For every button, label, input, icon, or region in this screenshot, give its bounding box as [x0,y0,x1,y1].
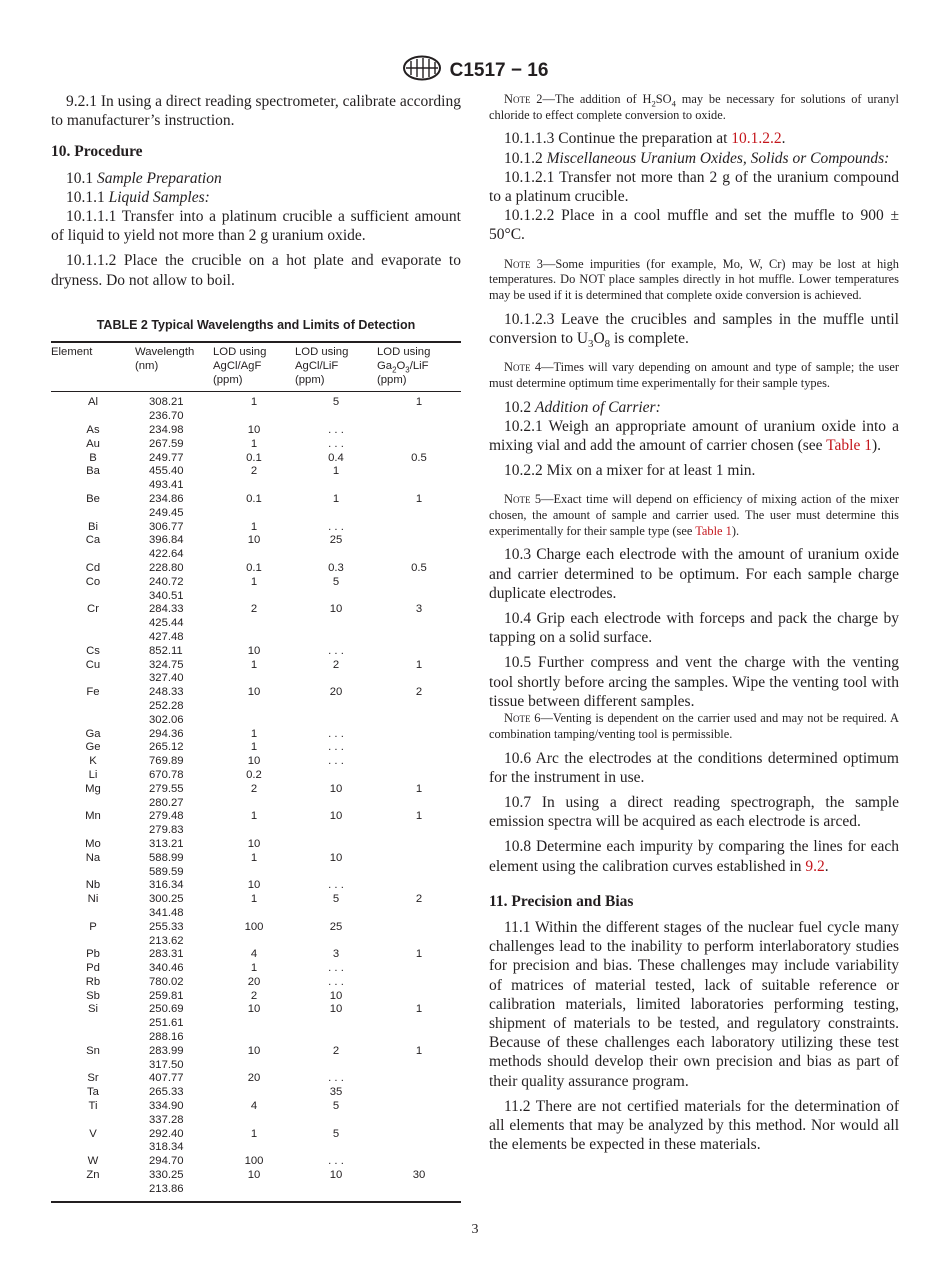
para-10-1: 10.1 Sample Preparation [66,169,222,187]
para-11-2: 11.2 There are not certified materials for the determination of all elements that may be analyzed by this method. Nor would all the elements be expected in these materials. [489,1097,899,1154]
cell-element: Mo [85,837,101,850]
section-11-heading: 11. Precision and Bias [489,892,634,910]
cell-wavelength: 300.25 341.48 [149,893,184,919]
cell-element: Rb [85,975,101,988]
cell-lod-agcl-agf: 1 [250,893,258,906]
table-row [51,1086,461,1100]
cell-element: Pd [86,962,100,975]
cell-lod-agcl-lif: 5 [332,893,340,906]
table-row [51,1128,461,1156]
cell-wavelength: 284.33 425.44 427.48 [149,603,184,643]
cell-lod-agcl-lif: . . . [328,520,344,533]
cell-lod-agcl-lif: 10 [329,603,343,616]
left-column [51,92,461,1203]
cell-wavelength: 249.77 [149,451,184,464]
cell-lod-ga2o3-lif: 1 [415,396,423,409]
table-row [51,1155,461,1169]
table-row [51,1100,461,1128]
cell-lod-agcl-lif: 2 [332,658,340,671]
cell-wavelength: 292.40 318.34 [149,1127,184,1154]
para-10-1-1: 10.1.1 Liquid Samples: [66,188,210,206]
table-title: TABLE 2 Typical Wavelengths and Limits of Detection [96,317,416,332]
cell-wavelength: 240.72 340.51 [149,575,184,602]
cell-element: Ba [86,465,100,478]
cell-lod-agcl-agf: 1 [250,727,258,740]
cell-lod-agcl-lif: . . . [328,879,344,892]
cell-element: P [89,920,97,933]
note-4: Note 4—Times will vary depending on amount and type of sample; the user must determine optimum time experimentally for their sample types. [489,360,899,390]
cell-lod-ga2o3-lif [377,962,461,976]
para-10-2-1: 10.2.1 Weigh an appropriate amount of uranium oxide into a mixing vial and add the amount of carrier chosen (see Table 1). [489,417,899,454]
table-row [51,603,461,644]
cell-lod-ga2o3-lif: 2 [415,893,423,906]
right-column [489,92,899,1154]
table-row [51,562,461,576]
para-10-7: 10.7 In using a direct reading spectrograph, the sample emission spectra will be acquired as each electrode is arced. [489,793,899,831]
cell-wavelength: 330.25 213.86 [135,1169,213,1202]
cell-lod-agcl-agf: 4 [250,948,258,961]
cell-lod-ga2o3-lif [377,852,461,880]
table-row [51,755,461,769]
cell-element: Ga [85,727,101,740]
cell-lod-agcl-agf: 100 [244,920,264,933]
cell-lod-agcl-agf: 10 [213,1169,295,1202]
cell-lod-agcl-agf: 10 [247,1044,261,1057]
cell-element: As [86,424,100,437]
table-row [51,686,461,727]
cell-lod-ga2o3-lif [377,1100,461,1128]
table-row [51,493,461,521]
table-row [51,1045,461,1073]
cell-wavelength: 228.80 [149,561,184,574]
cell-lod-ga2o3-lif: 2 [415,686,423,699]
cell-lod-agcl-lif: 5 [332,1100,340,1113]
cell-wavelength: 588.99 589.59 [149,851,184,878]
cell-lod-agcl-lif [295,769,377,783]
cell-element: Al [87,396,99,409]
cell-lod-ga2o3-lif: 3 [415,603,423,616]
cell-lod-agcl-lif: 10 [329,810,343,823]
cell-element: Li [88,768,98,781]
para-10-5: 10.5 Further compress and vent the charge with the venting tool shortly before arcing the samples. Wipe the venting tool with tissue between different samples. [489,654,899,710]
cell-lod-agcl-lif: . . . [328,755,344,768]
cell-wavelength: 308.21 236.70 [149,396,184,423]
cell-lod-agcl-lif: 3 [332,948,340,961]
cell-lod-agcl-lif: 0.4 [328,451,344,464]
cell-lod-ga2o3-lif: 1 [415,810,423,823]
note-2: Note 2—The addition of $H_2SO_4$ may be necessary for solutions of uranyl chloride to effect complete conversion to oxide. [489,92,899,122]
cell-lod-agcl-lif: . . . [328,741,344,754]
cell-lod-agcl-agf: 10 [247,686,261,699]
cell-wavelength: 248.33 252.28 302.06 [149,686,184,726]
cell-lod-agcl-lif: 5 [332,575,340,588]
cell-wavelength: 780.02 [149,975,184,988]
para-10-8: 10.8 Determine each impurity by comparing the lines for each element using the calibration curves established in 9.2. [489,838,899,875]
cell-element: Co [85,575,101,588]
cell-wavelength: 255.33 213.62 [149,920,184,947]
cell-lod-ga2o3-lif [377,755,461,769]
cell-lod-ga2o3-lif: 30 [377,1169,461,1202]
table-row [51,424,461,438]
cell-wavelength: 670.78 [149,768,184,781]
cell-lod-agcl-lif: 5 [332,1127,340,1140]
cell-lod-ga2o3-lif [377,521,461,535]
cell-element: Ti [88,1100,98,1113]
cell-lod-agcl-agf: 10 [247,1003,261,1016]
cell-wavelength: 294.70 [149,1155,184,1168]
cell-lod-agcl-agf: 1 [250,741,258,754]
cell-lod-ga2o3-lif: 1 [415,1003,423,1016]
cell-lod-agcl-agf: 2 [250,989,258,1002]
cell-wavelength: 313.21 [149,837,184,850]
note-6: Note 6—Venting is dependent on the carrier used and may not be required. A combination tamping/venting tool is permissible. [489,711,899,741]
cell-element: Cu [85,658,101,671]
cell-lod-agcl-lif: 25 [329,534,343,547]
cell-wavelength: 852.11 [149,644,183,657]
cell-lod-agcl-agf: 1 [250,396,258,409]
cell-lod-agcl-agf: 1 [250,658,258,671]
cell-wavelength: 316.34 [149,879,184,892]
table-row [51,838,461,852]
cell-lod-ga2o3-lif [377,1155,461,1169]
cell-lod-agcl-lif: 10 [329,989,343,1002]
cell-lod-agcl-lif: 35 [329,1086,343,1099]
table-row [51,728,461,742]
cell-element: Nb [85,879,101,892]
cell-lod-ga2o3-lif [377,741,461,755]
col-header-wavelength: Wavelength (nm) [135,342,213,392]
cell-lod-agcl-agf: 100 [244,1155,264,1168]
link-table-1-note[interactable]: Table 1 [695,523,732,538]
table-row [51,879,461,893]
cell-wavelength: 340.46 [149,962,184,975]
cell-lod-ga2o3-lif: 0.5 [411,451,427,464]
cell-lod-agcl-agf: 1 [250,851,258,864]
cell-wavelength: 283.31 [149,948,184,961]
note-5: Note 5—Exact time will depend on efficiency of mixing action of the mixer chosen, the amount of sample and carrier used. The user must determine this experimentally for their sample type (see Table 1). [489,492,899,538]
cell-element: Au [86,437,100,450]
cell-lod-ga2o3-lif [377,465,461,493]
cell-element: Ta [87,1086,99,1099]
note-3: Note 3—Some impurities (for example, Mo, W, Cr) may be lost at high temperatures. Do NOT place samples directly in hot muffle. Lower temperatures may be used if it is determined that complete oxide conversion is achieved. [489,256,899,303]
cell-lod-agcl-agf: 20 [247,975,261,988]
cell-lod-agcl-lif: 25 [329,920,343,933]
table-row [51,392,461,424]
cell-wavelength: 234.98 [149,424,184,437]
cell-element: Bi [87,520,99,533]
cell-element: Zn [51,1169,135,1202]
table-row [51,521,461,535]
col-header-element: Element [51,342,135,392]
para-10-4: 10.4 Grip each electrode with forceps and pack the charge by tapping on a solid surface. [489,610,899,647]
cell-lod-agcl-agf: 10 [247,837,261,850]
cell-lod-agcl-lif: 10 [329,851,343,864]
cell-lod-agcl-lif [295,838,377,852]
cell-wavelength: 250.69 251.61 288.16 [149,1003,184,1044]
document-code: C1517 − 16 [449,59,549,81]
cell-wavelength: 396.84 422.64 [149,534,184,561]
cell-lod-ga2o3-lif: 1 [415,658,423,671]
cell-lod-agcl-agf: 2 [250,782,258,795]
cell-lod-agcl-lif: . . . [328,437,344,450]
cell-lod-ga2o3-lif [377,424,461,438]
table-row [51,576,461,604]
table-row [51,1003,461,1044]
cell-wavelength: 294.36 [149,727,184,740]
table-row [51,948,461,962]
cell-element: Fe [86,686,100,699]
cell-element: Ni [87,893,99,906]
cell-element: Si [87,1003,99,1016]
cell-lod-agcl-agf: 1 [250,520,258,533]
cell-lod-agcl-agf: 4 [250,1100,258,1113]
cell-lod-agcl-agf: 1 [250,575,258,588]
table-row [51,962,461,976]
table-row [51,452,461,466]
table-row [51,990,461,1004]
cell-lod-agcl-agf: 10 [247,644,261,657]
para-10-1-2-2: 10.1.2.2 Place in a cool muffle and set the muffle to 900 ± 50°C. [489,207,899,244]
cell-wavelength: 234.86 249.45 [149,493,184,519]
astm-logo-icon [402,55,442,86]
cell-lod-ga2o3-lif [377,921,461,949]
cell-element: Cd [85,561,101,574]
cell-lod-agcl-lif: 0.3 [328,561,344,574]
cell-wavelength: 324.75 327.40 [149,658,184,685]
cell-lod-ga2o3-lif [377,1072,461,1086]
cell-lod-agcl-agf: 1 [250,437,258,450]
cell-lod-agcl-agf: 20 [247,1072,261,1085]
cell-wavelength: 267.59 [149,437,184,450]
cell-element: V [89,1127,97,1140]
cell-wavelength: 769.89 [149,755,184,768]
para-10-1-1-3: 10.1.1.3 Continue the preparation at 10.1.2.2. [504,130,786,148]
cell-lod-agcl-lif: 1 [332,493,340,505]
cell-lod-ga2o3-lif [377,990,461,1004]
table-row [51,893,461,921]
cell-element: Sr [87,1072,99,1085]
cell-lod-agcl-lif: 5 [332,396,340,409]
cell-lod-agcl-agf: 0.1 [246,451,262,464]
cell-wavelength: 259.81 [149,989,184,1002]
cell-wavelength: 306.77 [149,520,184,533]
cell-lod-agcl-lif: . . . [328,727,344,740]
para-10-2-2: 10.2.2 Mix on a mixer for at least 1 min. [504,462,756,480]
cell-lod-agcl-agf: 10 [247,755,261,768]
cell-element: W [87,1155,99,1168]
cell-lod-ga2o3-lif: 1 [415,493,423,505]
para-10-3: 10.3 Charge each electrode with the amount of uranium oxide and carrier determined to be optimum. For each sample charge duplicate electrodes. [489,546,899,602]
cell-lod-agcl-lif: . . . [328,975,344,988]
cell-wavelength: 455.40 493.41 [149,465,184,492]
cell-element: Sb [86,989,100,1002]
table-row [51,921,461,949]
cell-lod-agcl-lif: 10 [329,1003,343,1016]
cell-wavelength: 279.48 279.83 [149,810,184,837]
cell-lod-ga2o3-lif [377,879,461,893]
page-header [0,55,950,86]
cell-lod-agcl-agf: 0.1 [246,493,262,505]
cell-lod-ga2o3-lif [377,1086,461,1100]
table-row [51,810,461,838]
para-10-1-1-2: 10.1.1.2 Place the crucible on a hot plate and evaporate to dryness. Do not allow to boil. [51,252,461,289]
para-10-1-2-1: 10.1.2.1 Transfer not more than 2 g of the uranium compound to a platinum crucible. [489,168,899,206]
cell-lod-ga2o3-lif: 1 [415,782,423,795]
cell-element: Mg [85,782,101,795]
table-row [51,1169,461,1202]
table-row [51,438,461,452]
cell-lod-ga2o3-lif: 1 [415,1044,423,1057]
para-10-1-1-1: 10.1.1.1 Transfer into a platinum crucible a sufficient amount of liquid to yield not more than 2 g uranium oxide. [51,208,461,245]
table-row [51,769,461,783]
cell-lod-ga2o3-lif [377,769,461,783]
cell-lod-agcl-lif: . . . [328,424,344,437]
cell-element: Cr [87,603,99,616]
cell-lod-ga2o3-lif [377,1128,461,1156]
cell-element: Sn [86,1044,100,1057]
para-9-2-1: 9.2.1 In using a direct reading spectrometer, calibrate according to manufacturer’s instruction. [51,93,461,130]
cell-lod-ga2o3-lif [377,838,461,852]
cell-lod-ga2o3-lif [377,645,461,659]
para-10-6: 10.6 Arc the electrodes at the conditions determined optimum for the instrument in use. [489,749,899,786]
table-row [51,976,461,990]
table-row [51,1072,461,1086]
cell-lod-agcl-lif: . . . [328,1155,344,1168]
col-header-lod-ga2o3-lif: LOD using $Ga_2O_3$/LiF (ppm) [377,342,461,392]
table-row [51,741,461,755]
table-row [51,659,461,687]
cell-lod-agcl-lif: . . . [328,1072,344,1085]
cell-element: Ge [85,741,101,754]
cell-element: B [89,451,97,464]
cell-element: Cs [86,644,100,657]
col-header-lod-agcl-lif: LOD using AgCl/LiF (ppm) [295,342,377,392]
cell-wavelength: 265.33 [149,1086,184,1099]
cell-wavelength: 283.99 317.50 [149,1044,184,1071]
cell-lod-ga2o3-lif: 1 [415,948,423,961]
cell-element: Ca [85,534,101,547]
cell-lod-ga2o3-lif [377,728,461,742]
cell-element: Be [86,493,100,505]
cell-lod-agcl-lif: 20 [329,686,343,699]
cell-lod-agcl-agf: 10 [247,534,261,547]
para-11-1: 11.1 Within the different stages of the nuclear fuel cycle many challenges lead to the inability to perform interlaboratory studies for precision and bias. These challenges may include variability of matrices of material tested, lack of suitable reference or calibration materials, limited laboratories performing testing, shipment of materials to be tested, and regulatory constraints. Because of these challenges each laboratory utilizing these test methods should develop their own precision and bias as part of their quality assurance program. [489,918,899,1090]
cell-lod-agcl-lif: 10 [329,782,343,795]
link-9-2[interactable]: 9.2 [805,857,825,875]
cell-lod-agcl-agf: 2 [250,603,258,616]
cell-lod-agcl-lif: 1 [332,465,340,478]
cell-lod-agcl-agf: 1 [250,1127,258,1140]
cell-lod-agcl-lif: 2 [332,1044,340,1057]
cell-wavelength: 407.77 [149,1072,184,1085]
cell-lod-agcl-lif: . . . [328,644,344,657]
cell-element: Na [85,851,101,864]
cell-lod-agcl-lif: . . . [328,962,344,975]
cell-lod-agcl-agf: 0.1 [246,561,262,574]
cell-wavelength: 265.12 [149,741,184,754]
page-number: 3 [471,1222,479,1237]
cell-lod-ga2o3-lif [377,976,461,990]
cell-lod-agcl-agf [213,1086,295,1100]
cell-lod-ga2o3-lif [377,576,461,604]
cell-lod-ga2o3-lif [377,438,461,452]
cell-lod-agcl-agf: 2 [250,465,258,478]
link-table-1[interactable]: Table 1 [826,436,872,454]
table-row [51,783,461,811]
cell-lod-agcl-agf: 10 [247,879,261,892]
cell-lod-ga2o3-lif [377,534,461,562]
table-row [51,645,461,659]
table-row [51,534,461,562]
table-row [51,465,461,493]
col-header-lod-agcl-agf: LOD using AgCl/AgF (ppm) [213,342,295,392]
cell-element: Pb [86,948,100,961]
cell-lod-agcl-agf: 1 [250,810,258,823]
cell-lod-agcl-agf: 1 [250,962,258,975]
cell-lod-ga2o3-lif: 0.5 [411,561,427,574]
para-10-2: 10.2 Addition of Carrier: [504,398,661,416]
section-10-heading: 10. Procedure [51,143,143,161]
para-10-1-2-3: 10.1.2.3 Leave the crucibles and samples in the muffle until conversion to $U_3O_8$ is complete. [489,310,899,351]
cell-element: Mn [85,810,101,823]
table-row [51,852,461,880]
cell-wavelength: 334.90 337.28 [149,1100,184,1126]
wavelength-table [51,341,461,1203]
cell-wavelength: 279.55 280.27 [149,782,184,809]
cell-lod-agcl-agf: 10 [247,424,261,437]
link-10-1-2-2[interactable]: 10.1.2.2 [731,130,782,148]
para-10-1-2: 10.1.2 Miscellaneous Uranium Oxides, Solids or Compounds: [504,149,890,167]
cell-lod-agcl-lif: 10 [295,1169,377,1202]
cell-lod-agcl-agf: 0.2 [246,768,262,781]
cell-element: K [89,755,97,768]
